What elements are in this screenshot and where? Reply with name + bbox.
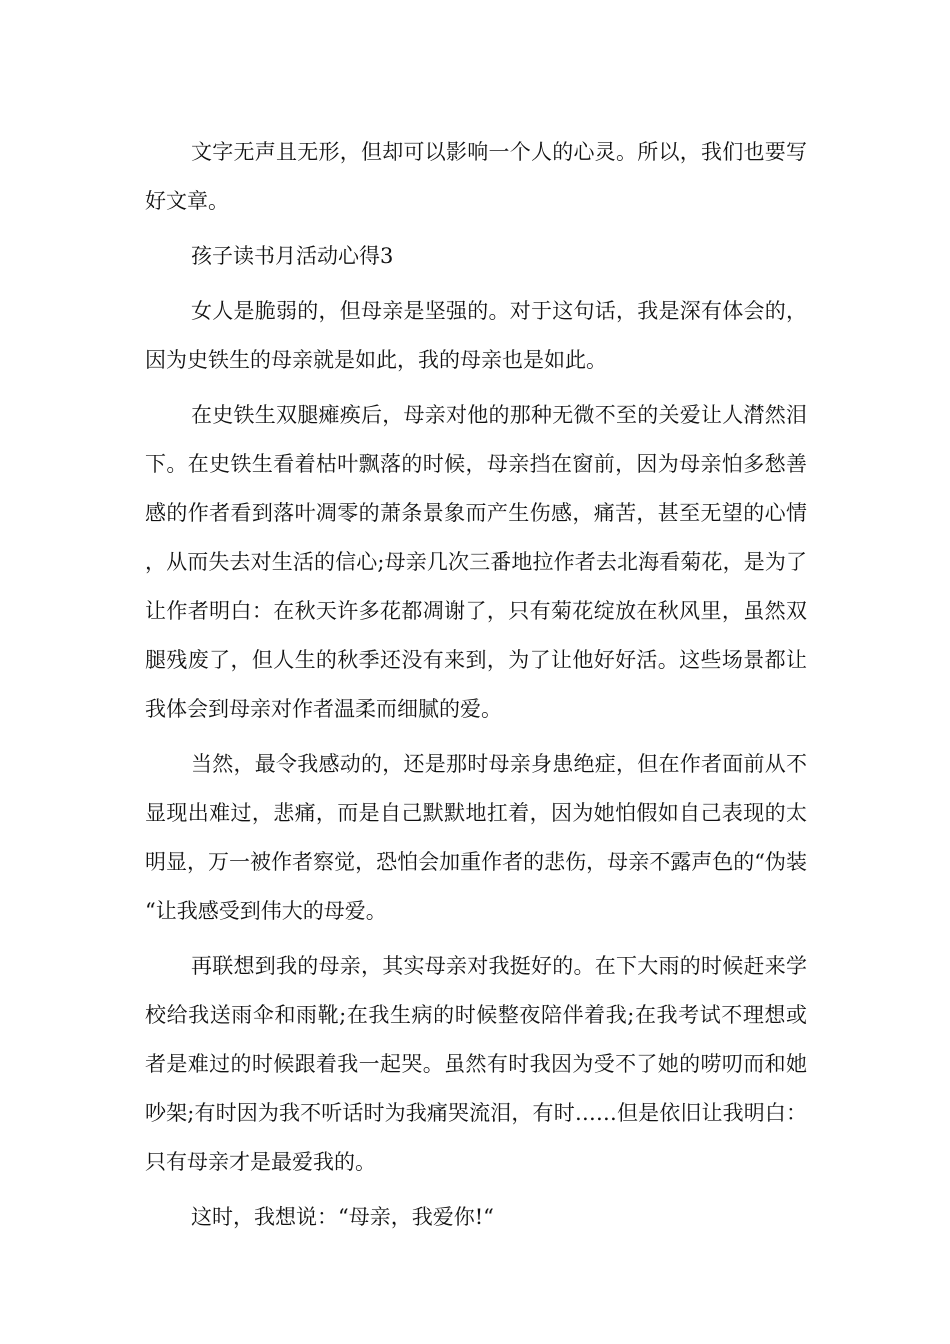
paragraph-2: 女人是脆弱的，但母亲是坚强的。对于这句话，我是深有体会的，因为史铁生的母亲就是如此，我的母亲也是如此。	[145, 299, 807, 372]
document-body	[145, 128, 807, 1248]
paragraph-5: 再联想到我的母亲，其实母亲对我挺好的。在下大雨的时候赶来学校给我送雨伞和雨靴;在我生病的时候整夜陪伴着我;在我考试不理想或者是难过的时候跟着我一起哭。虽然有时我因为受不了她的唠叨而和她吵架;有时因为我不听话时为我痛哭流泪，有时……但是依旧让我明白：只有母亲才是最爱我的。	[145, 954, 807, 1174]
paragraph-4: 当然，最令我感动的，还是那时母亲身患绝症，但在作者面前从不显现出难过，悲痛，而是自己默默地扛着，因为她怕假如自己表现的太明显，万一被作者察觉，恐怕会加重作者的悲伤，母亲不露声色的“伪装“让我感受到伟大的母爱。	[145, 752, 807, 923]
paragraph-6: 这时，我想说：“母亲，我爱你!“	[191, 1205, 494, 1229]
paragraph-1: 文字无声且无形，但却可以影响一个人的心灵。所以，我们也要写好文章。	[145, 140, 807, 213]
section-heading: 孩子读书月活动心得3	[191, 244, 394, 268]
paragraph-3: 在史铁生双腿瘫痪后，母亲对他的那种无微不至的关爱让人潸然泪下。在史铁生看着枯叶飘落的时候，母亲挡在窗前，因为母亲怕多愁善感的作者看到落叶凋零的萧条景象而产生伤感，痛苦，甚至无望的心情，从而失去对生活的信心;母亲几次三番地拉作者去北海看菊花，是为了让作者明白：在秋天许多花都凋谢了，只有菊花绽放在秋风里，虽然双腿残废了，但人生的秋季还没有来到，为了让他好好活。这些场景都让我体会到母亲对作者温柔而细腻的爱。	[145, 403, 807, 721]
